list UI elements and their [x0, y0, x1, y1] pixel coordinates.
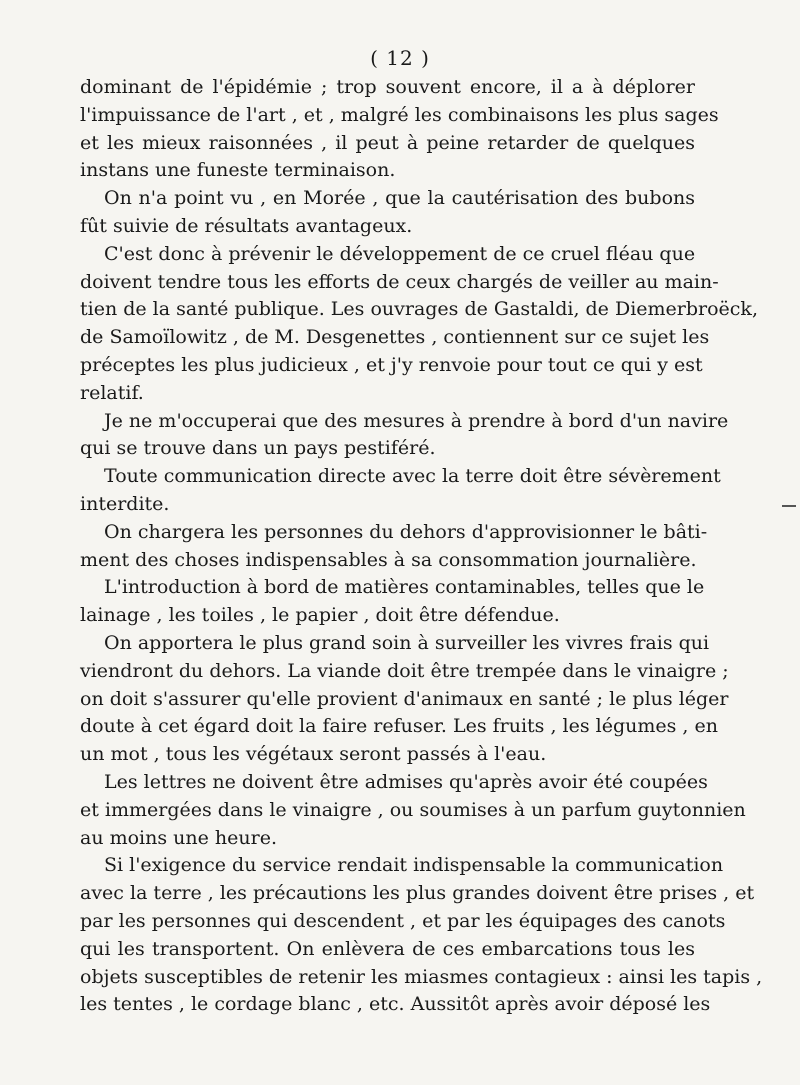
- text-line: par les personnes qui descendent , et par les équipages des canots: [80, 909, 726, 932]
- text-line: viendront du dehors. La viande doit être trempée dans le vinaigre ;: [80, 659, 729, 682]
- text-line: lainage , les toiles , le papier , doit être défendue.: [80, 604, 560, 627]
- text-line: qui se trouve dans un pays pestiféré.: [80, 437, 436, 460]
- text-line: Si l'exigence du service rendait indispensable la communication: [104, 854, 724, 877]
- text-line: fût suivie de résultats avantageux.: [80, 214, 413, 237]
- text-line: au moins une heure.: [80, 826, 278, 849]
- text-line: Toute communication directe avec la terre doit être sévèrement: [104, 465, 721, 488]
- text-line: on doit s'assurer qu'elle provient d'animaux en santé ; le plus léger: [80, 687, 729, 710]
- text-line: qui les transportent. On enlèvera de ces embarcations tous les: [80, 937, 695, 960]
- text-line: ment des choses indispensables à sa consommation journalière.: [80, 548, 697, 571]
- text-line: interdite.: [80, 492, 170, 515]
- text-line: l'impuissance de l'art , et , malgré les combinaisons les plus sages: [80, 103, 719, 126]
- text-line: avec la terre , les précautions les plus grandes doivent être prises , et: [80, 882, 755, 905]
- text-line: On n'a point vu , en Morée , que la cautérisation des bubons: [104, 187, 695, 210]
- text-line: objets susceptibles de retenir les miasmes contagieux : ainsi les tapis ,: [80, 965, 763, 988]
- text-line: On apportera le plus grand soin à surveiller les vivres frais qui: [104, 631, 710, 654]
- text-line: dominant de l'épidémie ; trop souvent encore, il a à déplorer: [80, 76, 695, 98]
- text-line: Les lettres ne doivent être admises qu'après avoir été coupées: [104, 770, 708, 793]
- text-line: instans une funeste terminaison.: [80, 159, 396, 182]
- text-line: doivent tendre tous les efforts de ceux chargés de veiller au main-: [80, 270, 719, 293]
- text-line: les tentes , le cordage blanc , etc. Aussitôt après avoir déposé les: [80, 993, 711, 1016]
- text-line: préceptes les plus judicieux , et j'y renvoie pour tout ce qui y est: [80, 353, 703, 376]
- text-line: On chargera les personnes du dehors d'approvisionner le bâti-: [104, 520, 708, 543]
- text-line: et immergées dans le vinaigre , ou soumises à un parfum guytonnien: [80, 798, 746, 821]
- page-number: ( 12 ): [370, 46, 430, 70]
- text-line: L'introduction à bord de matières contaminables, telles que le: [104, 576, 705, 599]
- text-line: et les mieux raisonnées , il peut à peine retarder de quelques: [80, 131, 695, 154]
- text-line: un mot , tous les végétaux seront passés à l'eau.: [80, 743, 547, 766]
- text-line: Je ne m'occuperai que des mesures à prendre à bord d'un navire: [104, 409, 729, 432]
- text-line: relatif.: [80, 381, 144, 404]
- text-line: C'est donc à prévenir le développement de ce cruel fléau que: [104, 242, 696, 265]
- text-line: tien de la santé publique. Les ouvrages de Gastaldi, de Diemerbroëck,: [80, 298, 758, 321]
- body-text: [80, 74, 763, 1019]
- text-line: doute à cet égard doit la faire refuser. Les fruits , les légumes , en: [80, 715, 718, 738]
- text-line: de Samoïlowitz , de M. Desgenettes , contiennent sur ce sujet les: [80, 326, 710, 349]
- margin-mark: [782, 505, 796, 507]
